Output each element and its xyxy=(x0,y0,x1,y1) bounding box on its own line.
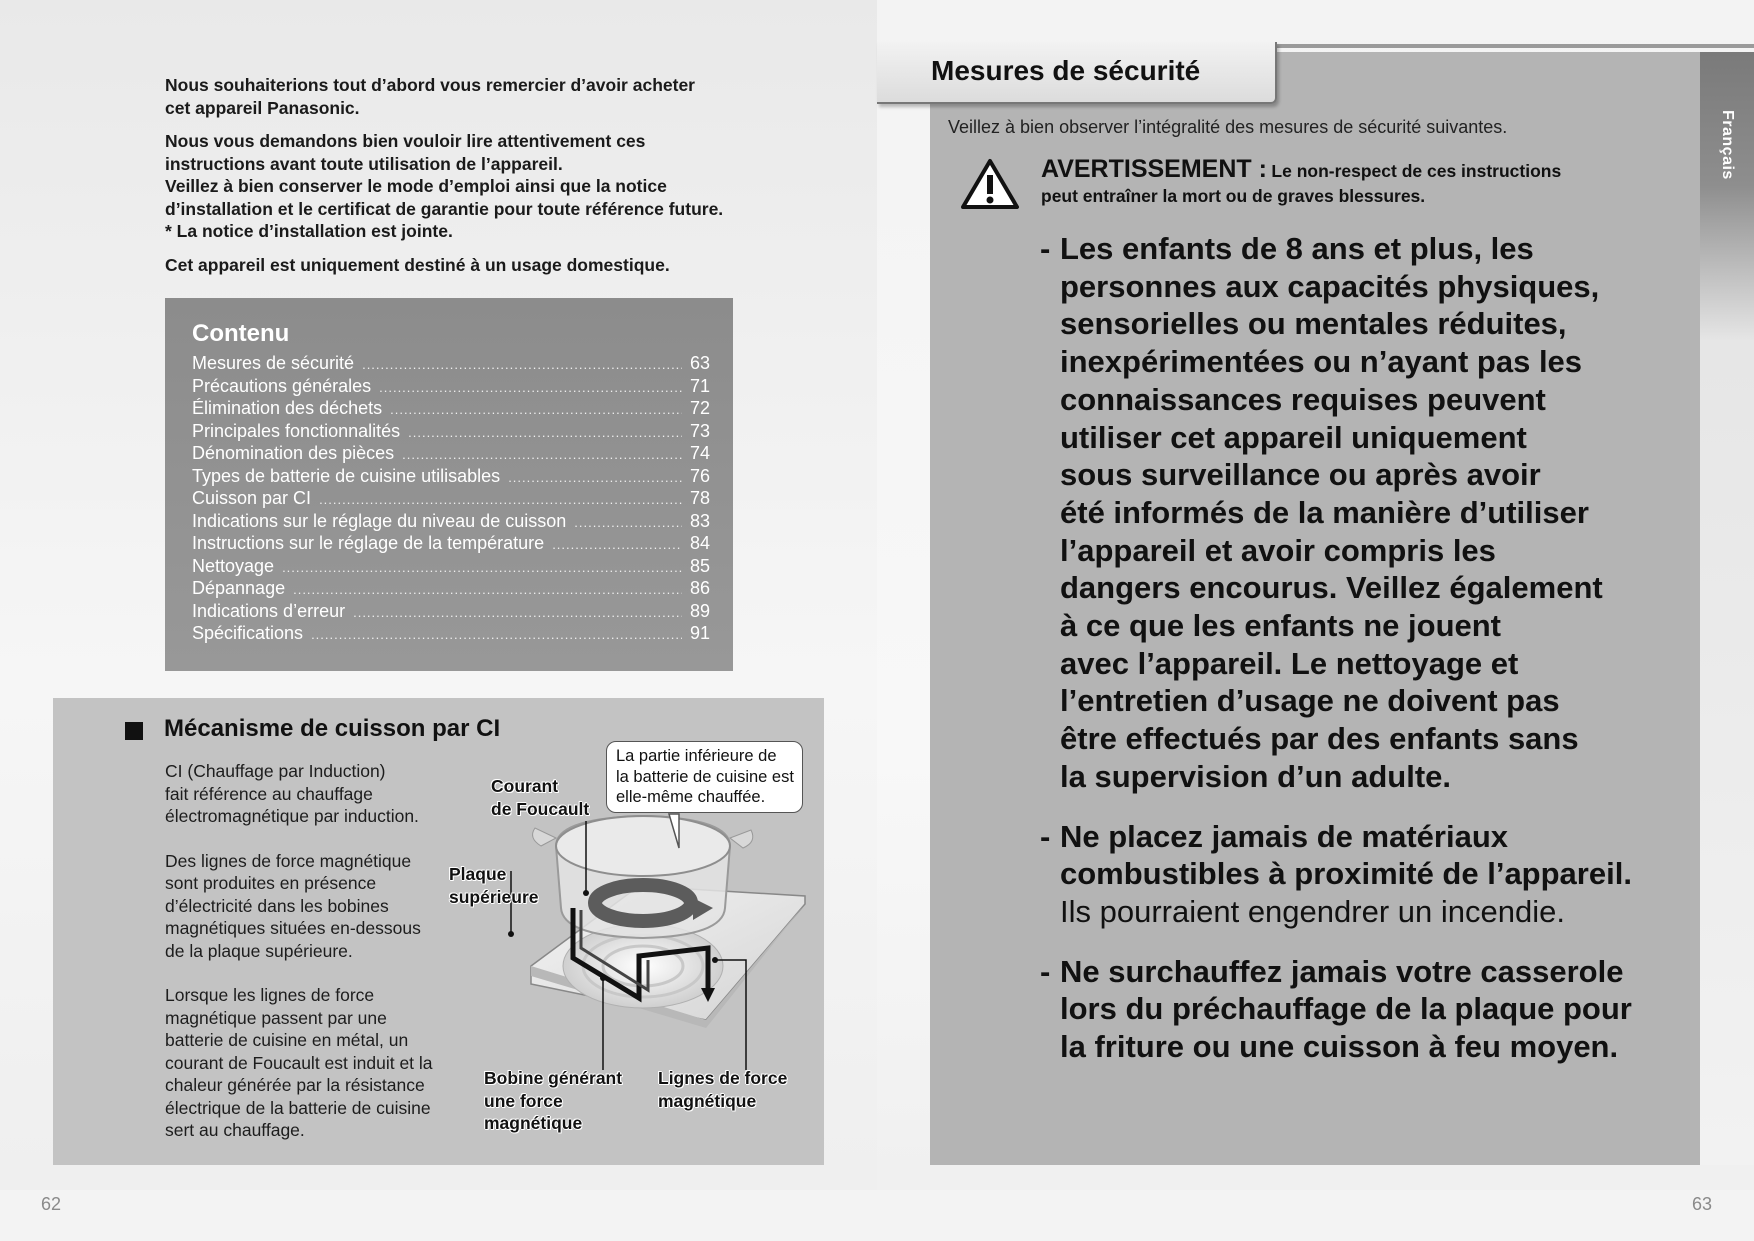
toc-item[interactable]: Types de batterie de cuisine utilisables ..... 76 xyxy=(192,466,710,489)
intro-paragraph-2: Nous vous demandons bien vouloir lire attentivement ces instructions avant toute utilisation de l’appareil. Veillez à bien conserver le mode d’emploi ainsi que la notice d’installation et le certificat de garantie pour toute référence future. * La notice d’installation est jointe. xyxy=(165,131,724,241)
toc-item[interactable]: Instructions sur le réglage de la température ..... 84 xyxy=(192,533,710,556)
label-courant-foucault: Courant de Foucault xyxy=(491,776,590,819)
page-number-right: 63 xyxy=(1692,1194,1713,1214)
warning-heading: AVERTISSEMENT : Le non-respect de ces instructions peut entraîner la mort ou de graves blessures. xyxy=(1041,155,1562,206)
label-bobine: Bobine générant une force magnétique xyxy=(484,1068,623,1133)
toc-item[interactable]: Précautions générales ..... 71 xyxy=(192,376,710,399)
title-rule xyxy=(1275,44,1754,48)
warning-label: AVERTISSEMENT : xyxy=(1041,155,1267,183)
toc-item[interactable]: Dénomination des pièces ..... 74 xyxy=(192,443,710,466)
safety-item: - Les enfants de 8 ans et plus, les personnes aux capacités physiques, sensorielles ou mentales réduites, inexpérimentées ou n’ayant pas les connaissances requises peuvent utiliser cet appareil uniquement sous surveillance ou après avoir été informés de la manière d’utiliser l’appareil et avoir compris les dangers encourus. Veillez également à ce que les enfants ne jouent avec l’appareil. Le nettoyage et l’entretien d’usage ne doivent pas être effectués par des enfants sans la supervision d’un adulte. xyxy=(1040,231,1603,794)
toc-item[interactable]: Spécifications ..... 91 xyxy=(192,623,710,646)
section-title: Mesures de sécurité xyxy=(931,55,1201,86)
toc-item[interactable]: Élimination des déchets ..... 72 xyxy=(192,398,710,421)
toc-item[interactable]: Indications d’erreur ..... 89 xyxy=(192,601,710,624)
section-title-tab xyxy=(877,42,1277,104)
pot-handle-right xyxy=(730,830,753,848)
intro-paragraph-1: Nous souhaiterions tout d’abord vous remercier d’avoir acheter cet appareil Panasonic. xyxy=(165,75,695,118)
language-tab-label[interactable]: Français xyxy=(1719,110,1736,180)
page-number-left: 62 xyxy=(41,1194,62,1214)
toc-item[interactable]: Cuisson par CI ..... 78 xyxy=(192,488,710,511)
safety-item: - Ne surchauffez jamais votre casserole lors du préchauffage de la plaque pour la friture ou une cuisson à feu moyen. xyxy=(1040,953,1632,1065)
label-plaque-superieure: Plaque supérieure xyxy=(449,864,539,907)
toc-item[interactable]: Nettoyage ..... 85 xyxy=(192,556,710,579)
observe-note: Veillez à bien observer l’intégralité des mesures de sécurité suivantes. xyxy=(948,117,1508,137)
induction-title: Mécanisme de cuisson par CI xyxy=(164,715,501,742)
safety-bullets xyxy=(1040,230,1680,1088)
safety-item: - Ne placez jamais de matériaux combustibles à proximité de l’appareil. Ils pourraient engendrer un incendie. xyxy=(1040,818,1632,929)
callout-note: La partie inférieure de la batterie de cuisine est elle-même chauffée. xyxy=(606,741,803,813)
toc-item[interactable]: Principales fonctionnalités ..... 73 xyxy=(192,421,710,444)
table-of-contents xyxy=(165,298,733,671)
induction-description: CI (Chauffage par Induction) fait référence au chauffage électromagnétique par induction. Des lignes de force magnétique sont produites en présence d’électricité dans les bobines magnétiques situées en-dessous de la plaque supérieure. Lorsque les lignes de force magnétique passent par une batterie de cuisine en métal, un courant de Foucault est induit et la chaleur générée par la résistance électrique de la batterie de cuisine sert au chauffage. xyxy=(165,761,433,1140)
toc-list xyxy=(192,353,710,646)
footer-band xyxy=(0,1190,1754,1241)
induction-panel xyxy=(53,698,824,1165)
pot-handle-left xyxy=(533,828,556,846)
intro-text xyxy=(165,74,765,287)
intro-paragraph-3: Cet appareil est uniquement destiné à un usage domestique. xyxy=(165,254,670,275)
toc-item[interactable]: Dépannage ..... 86 xyxy=(192,578,710,601)
toc-item[interactable]: Indications sur le réglage du niveau de cuisson ..... 83 xyxy=(192,511,710,534)
toc-item[interactable]: Mesures de sécurité ..... 63 xyxy=(192,353,710,376)
contents-title: Contenu xyxy=(192,320,290,347)
label-lignes-force: Lignes de force magnétique xyxy=(658,1068,788,1111)
warning-triangle-icon xyxy=(960,158,1020,210)
